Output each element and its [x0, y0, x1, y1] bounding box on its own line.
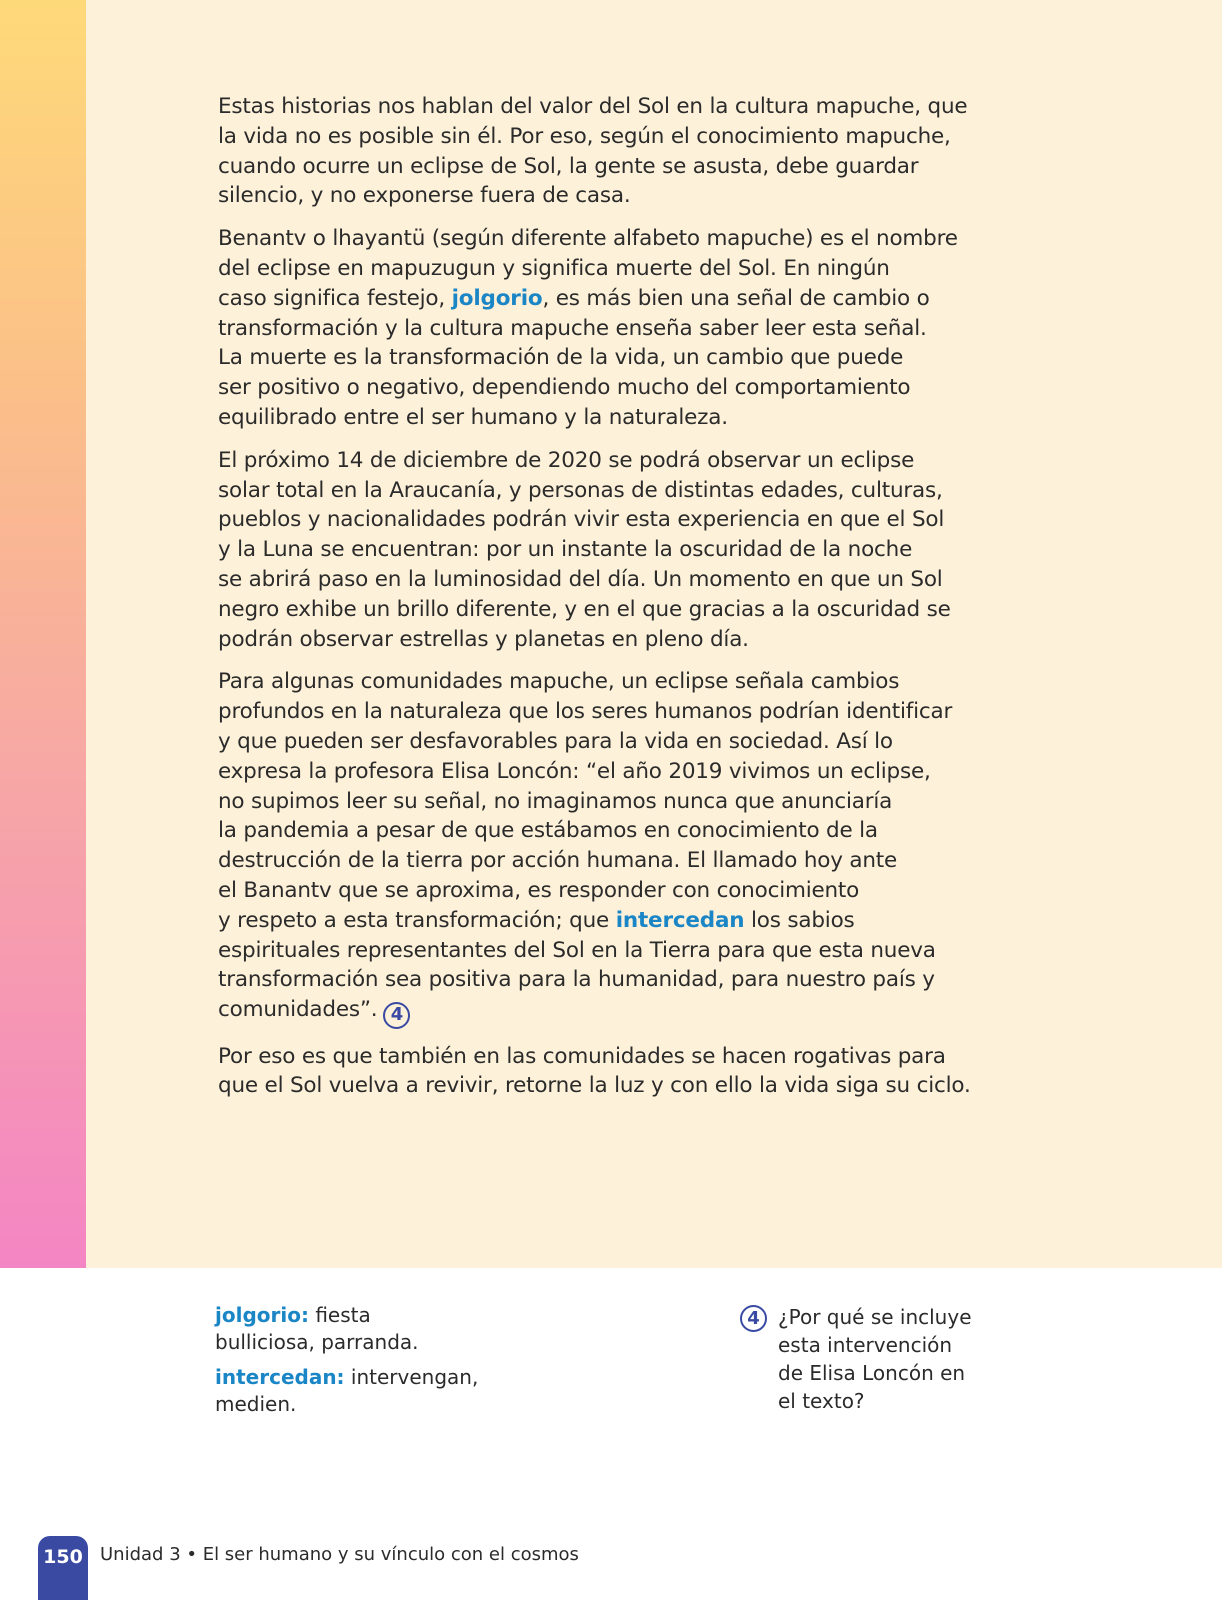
paragraph-4-text-a: Para algunas comunidades mapuche, un eclipse señala cambios profundos en la naturaleza que los seres humanos podrían identificar y que pueden ser desfavorables para la vida en sociedad. Así lo expresa la profesora Elisa Loncón: “el año 2019 vivimos un eclipse, no supimos leer su señal, no imaginamos nunca que anunciaría la pandemia a pesar de que estábamos en conocimiento de la destrucción de la tierra por acción humana. El llamado hoy ante el Banantv que se aproxima, es responder con conocimiento y respeto a esta transformación; que [218, 669, 953, 933]
paragraph-4-text-b: los sabios espirituales representantes del Sol en la Tierra para que esta nueva transformación sea positiva para la humanidad, para nuestro país y comunidades”. [218, 907, 936, 1023]
question-marker-badge: 4 [383, 1002, 410, 1029]
unit-title: Unidad 3 • El ser humano y su vínculo con el cosmos [100, 1544, 579, 1565]
glossary-definition: intervengan, medien. [215, 1365, 479, 1416]
paragraph-3: El próximo 14 de diciembre de 2020 se podrá observar un eclipse solar total en la Araucanía, y personas de distintas edades, culturas, pueblos y nacionalidades podrán vivir esta experiencia en que el Sol y la Luna se encuentran: por un instante la oscuridad de la noche se abrirá paso en la luminosidad del día. Un momento en que un Sol negro exhibe un brillo diferente, y en el que gracias a la oscuridad se podrán observar estrellas y planetas en pleno día. [218, 447, 951, 652]
vocab-term-intercedan: intercedan [615, 907, 745, 933]
paragraph-1: Estas historias nos hablan del valor del Sol en la cultura mapuche, que la vida no es posible sin él. Por eso, según el conocimiento mapuche, cuando ocurre un eclipse de Sol, la gente se asusta, debe guardar silencio, y no exponerse fuera de casa. [218, 94, 968, 209]
paragraph-2 [218, 224, 978, 433]
question-number-badge: 4 [740, 1305, 767, 1332]
glossary-definition: fiesta bulliciosa, parranda. [215, 1303, 419, 1354]
vocab-term-jolgorio: jolgorio [451, 285, 543, 311]
paragraph-2-text-a: Benantv o lhayantü (según diferente alfabeto mapuche) es el nombre del eclipse en mapuzugun y significa muerte del Sol. En ningún caso significa festejo, [218, 226, 958, 311]
page-number: 150 [43, 1546, 83, 1568]
glossary-term: intercedan: [215, 1365, 345, 1389]
paragraph-2-text-b: , es más bien una señal de cambio o transformación y la cultura mapuche enseña saber leer esta señal. La muerte es la transformación de la vida, un cambio que puede ser positivo o negativo, dependiendo mucho del comportamiento equilibrado entre el ser humano y la naturaleza. [218, 285, 930, 430]
article-body [218, 92, 978, 1114]
decorative-gradient-strip [0, 0, 86, 1268]
glossary-term: jolgorio: [215, 1303, 309, 1327]
paragraph-4 [218, 667, 978, 1028]
page-number-tab [38, 1536, 88, 1600]
glossary-entry-intercedan [215, 1364, 515, 1418]
glossary-entry-jolgorio [215, 1302, 515, 1356]
question-text: ¿Por qué se incluye esta intervención de Elisa Loncón en el texto? [778, 1305, 972, 1413]
paragraph-5: Por eso es que también en las comunidades se hacen rogativas para que el Sol vuelva a revivir, retorne la luz y con ello la vida siga su ciclo. [218, 1043, 971, 1099]
glossary [215, 1302, 515, 1426]
